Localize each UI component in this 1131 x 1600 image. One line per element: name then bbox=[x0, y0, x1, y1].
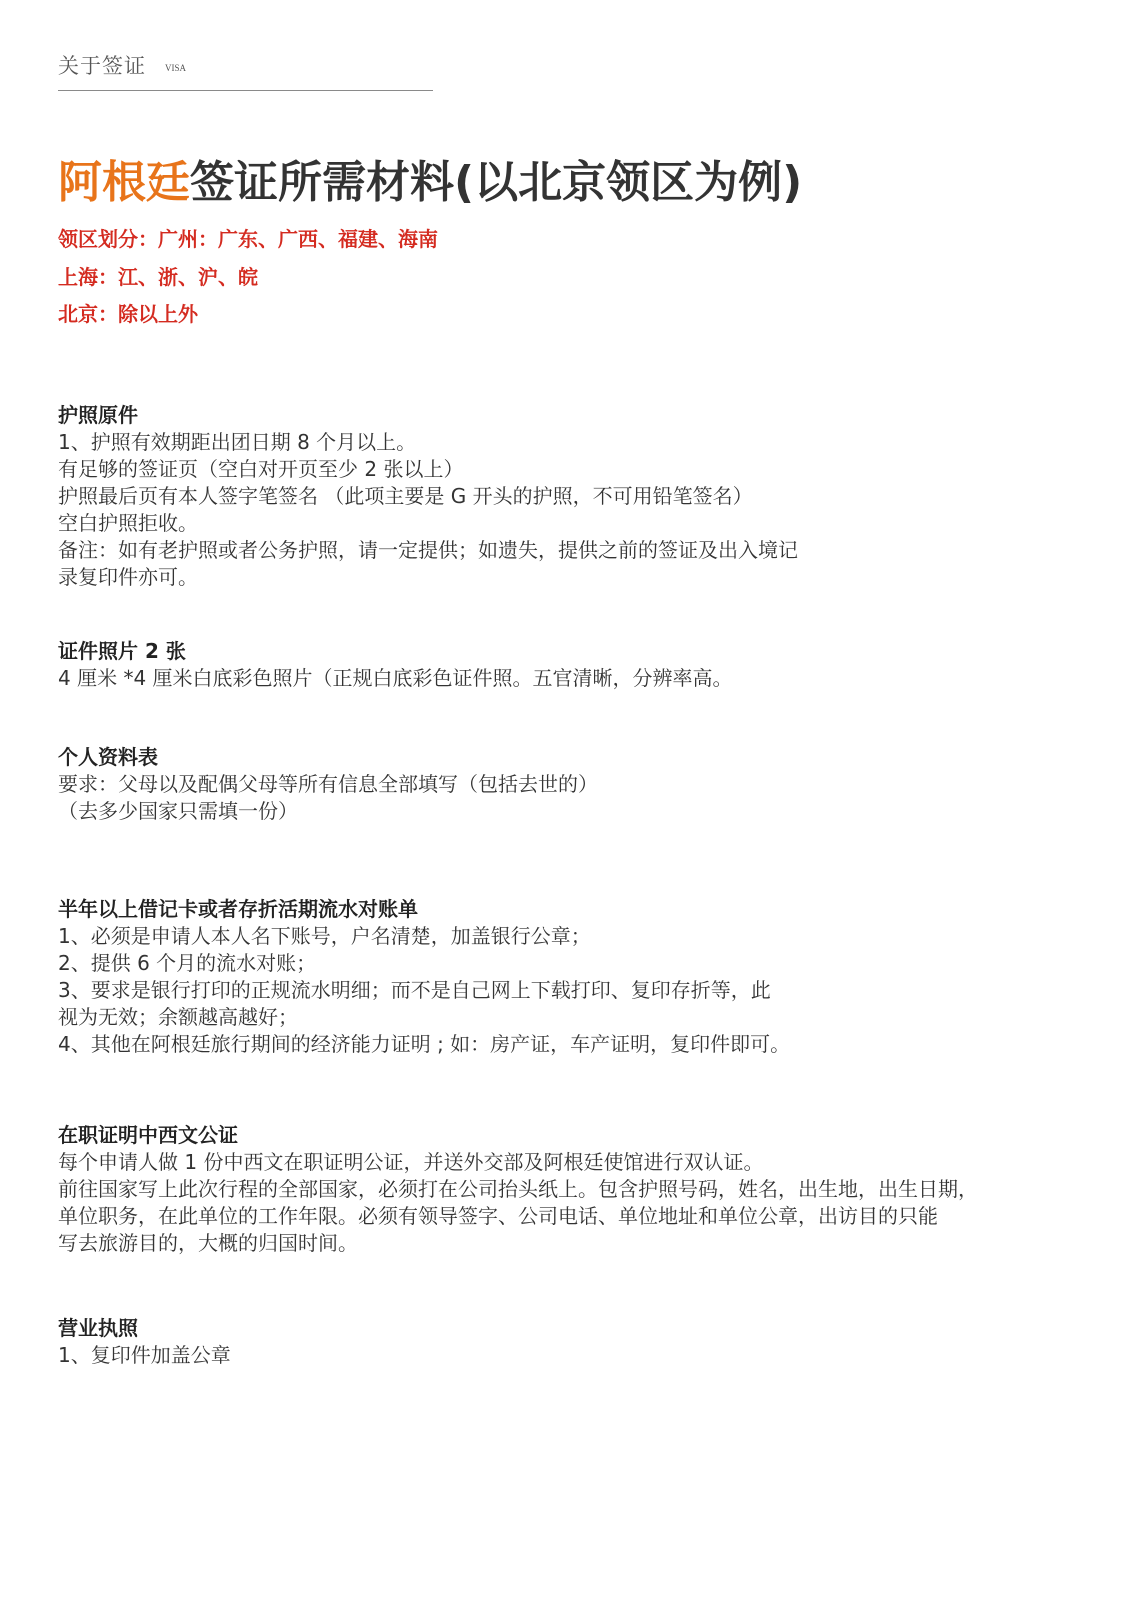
page-title bbox=[58, 146, 802, 210]
section-line: 单位职务，在此单位的工作年限。必须有领导签字、公司电话、单位地址和单位公章，出访目的只能 bbox=[58, 1204, 938, 1228]
header-title: 关于签证 bbox=[58, 54, 146, 78]
section-personal-form bbox=[58, 743, 1068, 825]
section-line: 1、护照有效期距出团日期 8 个月以上。 bbox=[58, 430, 417, 454]
region-line: 领区划分：广州：广东、广西、福建、海南 bbox=[58, 227, 438, 251]
section-line: 写去旅游目的，大概的归国时间。 bbox=[58, 1231, 358, 1255]
section-title: 证件照片 2 张 bbox=[58, 639, 186, 663]
section-title: 在职证明中西文公证 bbox=[58, 1123, 238, 1147]
section-business-license bbox=[58, 1314, 1068, 1369]
section-photo bbox=[58, 637, 1068, 692]
page-header bbox=[58, 50, 433, 91]
section-line: 要求：父母以及配偶父母等所有信息全部填写（包括去世的） bbox=[58, 772, 598, 796]
section-employment-certificate bbox=[58, 1121, 1068, 1257]
section-line: 每个申请人做 1 份中西文在职证明公证，并送外交部及阿根廷使馆进行双认证。 bbox=[58, 1150, 764, 1174]
section-line: 2、提供 6 个月的流水对账； bbox=[58, 951, 317, 975]
region-line: 上海：江、浙、沪、皖 bbox=[58, 265, 258, 289]
page-title-highlight: 阿根廷 bbox=[58, 157, 190, 208]
section-title: 半年以上借记卡或者存折活期流水对账单 bbox=[58, 897, 418, 921]
header-subtitle: VISA bbox=[165, 63, 187, 73]
section-title: 护照原件 bbox=[58, 403, 138, 427]
section-line: 护照最后页有本人签字笔签名 （此项主要是 G 开头的护照，不可用铅笔签名） bbox=[58, 484, 753, 508]
section-line: 4、其他在阿根廷旅行期间的经济能力证明 ; 如：房产证，车产证明，复印件即可。 bbox=[58, 1032, 791, 1056]
section-bank-statement bbox=[58, 895, 1068, 1058]
section-passport bbox=[58, 401, 1068, 591]
section-line: 3、要求是银行打印的正规流水明细；而不是自己网上下载打印、复印存折等，此 bbox=[58, 978, 771, 1002]
section-line: 备注：如有老护照或者公务护照，请一定提供；如遗失，提供之前的签证及出入境记 bbox=[58, 538, 798, 562]
section-title: 营业执照 bbox=[58, 1316, 138, 1340]
section-line: 空白护照拒收。 bbox=[58, 511, 198, 535]
region-line: 北京：除以上外 bbox=[58, 302, 198, 326]
section-line: （去多少国家只需填一份） bbox=[58, 799, 298, 823]
section-line: 录复印件亦可。 bbox=[58, 565, 198, 589]
section-title: 个人资料表 bbox=[58, 745, 158, 769]
section-line: 1、必须是申请人本人名下账号，户名清楚，加盖银行公章； bbox=[58, 924, 591, 948]
section-line: 有足够的签证页（空白对开页至少 2 张以上） bbox=[58, 457, 464, 481]
section-line: 4 厘米 *4 厘米白底彩色照片（正规白底彩色证件照。五官清晰，分辨率高。 bbox=[58, 666, 733, 690]
section-line: 前往国家写上此次行程的全部国家，必须打在公司抬头纸上。包含护照号码，姓名，出生地，出生日期， bbox=[58, 1177, 978, 1201]
page-title-rest: 签证所需材料(以北京领区为例) bbox=[190, 157, 803, 208]
section-line: 1、复印件加盖公章 bbox=[58, 1343, 231, 1367]
section-line: 视为无效；余额越高越好； bbox=[58, 1005, 298, 1029]
